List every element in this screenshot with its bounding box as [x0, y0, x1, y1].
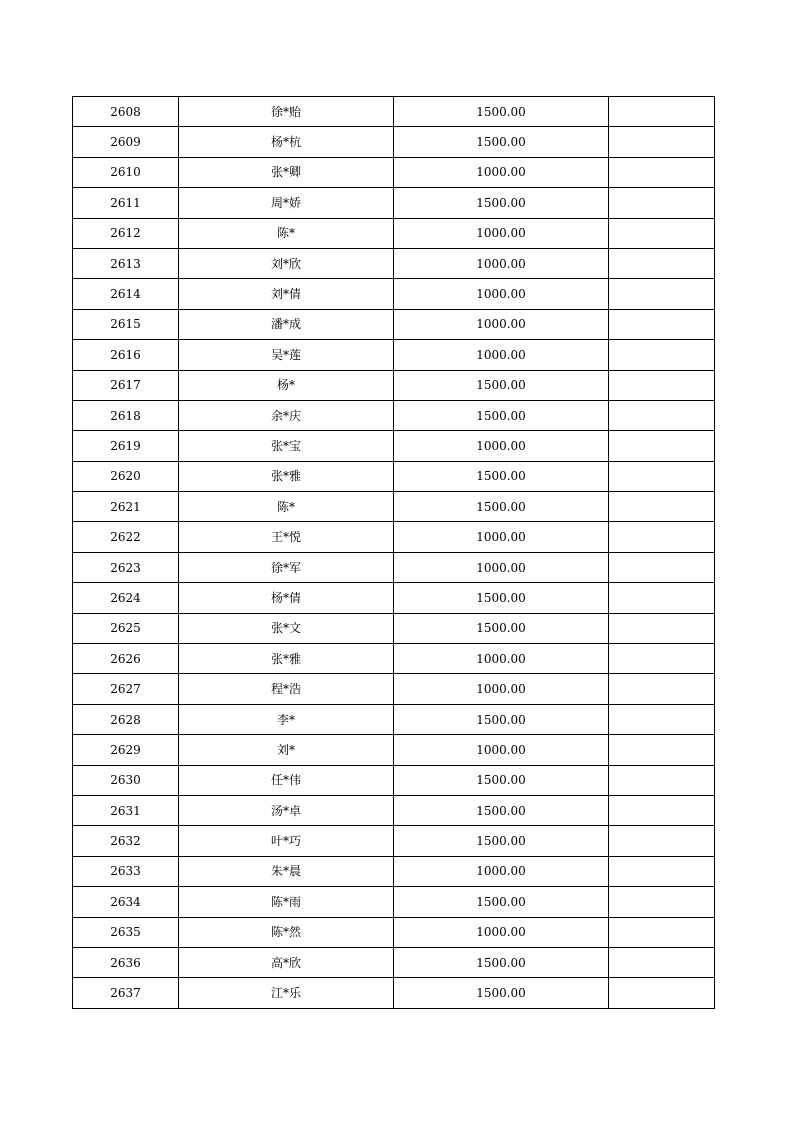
- remark-cell: [609, 644, 715, 674]
- name-cell: 陈*: [179, 218, 394, 248]
- remark-cell: [609, 795, 715, 825]
- remark-cell: [609, 218, 715, 248]
- name-cell: 任*伟: [179, 765, 394, 795]
- row-number-cell: 2611: [73, 188, 179, 218]
- table-body: [73, 97, 715, 1009]
- row-number-cell: 2609: [73, 127, 179, 157]
- name-cell: 余*庆: [179, 400, 394, 430]
- table-row: [73, 309, 715, 339]
- name-cell: 张*卿: [179, 157, 394, 187]
- name-cell: 潘*成: [179, 309, 394, 339]
- name-cell: 徐*军: [179, 552, 394, 582]
- name-cell: 李*: [179, 704, 394, 734]
- name-cell: 张*宝: [179, 431, 394, 461]
- remark-cell: [609, 583, 715, 613]
- remark-cell: [609, 735, 715, 765]
- table-row: [73, 856, 715, 886]
- table-row: [73, 674, 715, 704]
- table-row: [73, 431, 715, 461]
- remark-cell: [609, 826, 715, 856]
- remark-cell: [609, 492, 715, 522]
- name-cell: 周*娇: [179, 188, 394, 218]
- name-cell: 张*雅: [179, 644, 394, 674]
- remark-cell: [609, 704, 715, 734]
- row-number-cell: 2628: [73, 704, 179, 734]
- row-number-cell: 2622: [73, 522, 179, 552]
- remark-cell: [609, 188, 715, 218]
- remark-cell: [609, 431, 715, 461]
- row-number-cell: 2635: [73, 917, 179, 947]
- row-number-cell: 2625: [73, 613, 179, 643]
- table-row: [73, 978, 715, 1008]
- row-number-cell: 2615: [73, 309, 179, 339]
- amount-cell: 1000.00: [394, 856, 609, 886]
- table-row: [73, 400, 715, 430]
- name-cell: 刘*欣: [179, 248, 394, 278]
- table-row: [73, 279, 715, 309]
- row-number-cell: 2637: [73, 978, 179, 1008]
- remark-cell: [609, 279, 715, 309]
- table-row: [73, 188, 715, 218]
- name-cell: 杨*杭: [179, 127, 394, 157]
- name-cell: 杨*: [179, 370, 394, 400]
- table-row: [73, 613, 715, 643]
- table-row: [73, 887, 715, 917]
- amount-cell: 1000.00: [394, 522, 609, 552]
- table-row: [73, 248, 715, 278]
- name-cell: 杨*倩: [179, 583, 394, 613]
- row-number-cell: 2610: [73, 157, 179, 187]
- remark-cell: [609, 370, 715, 400]
- amount-cell: 1000.00: [394, 552, 609, 582]
- remark-cell: [609, 887, 715, 917]
- name-cell: 张*雅: [179, 461, 394, 491]
- name-cell: 王*悦: [179, 522, 394, 552]
- table-row: [73, 492, 715, 522]
- name-cell: 陈*然: [179, 917, 394, 947]
- name-cell: 朱*晨: [179, 856, 394, 886]
- row-number-cell: 2626: [73, 644, 179, 674]
- remark-cell: [609, 127, 715, 157]
- row-number-cell: 2636: [73, 947, 179, 977]
- table-row: [73, 552, 715, 582]
- name-cell: 刘*: [179, 735, 394, 765]
- amount-cell: 1500.00: [394, 978, 609, 1008]
- row-number-cell: 2617: [73, 370, 179, 400]
- amount-cell: 1000.00: [394, 279, 609, 309]
- remark-cell: [609, 461, 715, 491]
- amount-cell: 1500.00: [394, 97, 609, 127]
- name-cell: 吴*莲: [179, 340, 394, 370]
- table-row: [73, 522, 715, 552]
- row-number-cell: 2632: [73, 826, 179, 856]
- row-number-cell: 2633: [73, 856, 179, 886]
- remark-cell: [609, 674, 715, 704]
- amount-cell: 1500.00: [394, 461, 609, 491]
- amount-cell: 1500.00: [394, 127, 609, 157]
- remark-cell: [609, 613, 715, 643]
- name-cell: 叶*巧: [179, 826, 394, 856]
- row-number-cell: 2629: [73, 735, 179, 765]
- name-cell: 刘*倩: [179, 279, 394, 309]
- row-number-cell: 2614: [73, 279, 179, 309]
- remark-cell: [609, 856, 715, 886]
- table-row: [73, 157, 715, 187]
- row-number-cell: 2616: [73, 340, 179, 370]
- table-row: [73, 583, 715, 613]
- amount-cell: 1500.00: [394, 765, 609, 795]
- amount-cell: 1500.00: [394, 370, 609, 400]
- row-number-cell: 2613: [73, 248, 179, 278]
- amount-cell: 1000.00: [394, 431, 609, 461]
- data-table: [72, 96, 715, 1009]
- amount-cell: 1000.00: [394, 644, 609, 674]
- row-number-cell: 2620: [73, 461, 179, 491]
- amount-cell: 1000.00: [394, 309, 609, 339]
- amount-cell: 1000.00: [394, 218, 609, 248]
- table-row: [73, 795, 715, 825]
- row-number-cell: 2624: [73, 583, 179, 613]
- table-row: [73, 97, 715, 127]
- amount-cell: 1000.00: [394, 340, 609, 370]
- remark-cell: [609, 340, 715, 370]
- remark-cell: [609, 947, 715, 977]
- remark-cell: [609, 400, 715, 430]
- amount-cell: 1000.00: [394, 248, 609, 278]
- table-row: [73, 340, 715, 370]
- name-cell: 程*浩: [179, 674, 394, 704]
- row-number-cell: 2623: [73, 552, 179, 582]
- amount-cell: 1500.00: [394, 826, 609, 856]
- amount-cell: 1500.00: [394, 583, 609, 613]
- remark-cell: [609, 309, 715, 339]
- amount-cell: 1500.00: [394, 887, 609, 917]
- amount-cell: 1500.00: [394, 947, 609, 977]
- remark-cell: [609, 765, 715, 795]
- name-cell: 陈*: [179, 492, 394, 522]
- table-row: [73, 735, 715, 765]
- amount-cell: 1000.00: [394, 674, 609, 704]
- amount-cell: 1500.00: [394, 400, 609, 430]
- table-row: [73, 370, 715, 400]
- row-number-cell: 2627: [73, 674, 179, 704]
- row-number-cell: 2619: [73, 431, 179, 461]
- table-row: [73, 947, 715, 977]
- table-row: [73, 826, 715, 856]
- table-row: [73, 461, 715, 491]
- amount-cell: 1000.00: [394, 917, 609, 947]
- amount-cell: 1500.00: [394, 188, 609, 218]
- row-number-cell: 2618: [73, 400, 179, 430]
- name-cell: 高*欣: [179, 947, 394, 977]
- table-row: [73, 218, 715, 248]
- row-number-cell: 2634: [73, 887, 179, 917]
- remark-cell: [609, 97, 715, 127]
- remark-cell: [609, 157, 715, 187]
- table-row: [73, 127, 715, 157]
- remark-cell: [609, 248, 715, 278]
- table-row: [73, 917, 715, 947]
- row-number-cell: 2612: [73, 218, 179, 248]
- table-row: [73, 704, 715, 734]
- amount-cell: 1000.00: [394, 157, 609, 187]
- table-row: [73, 644, 715, 674]
- remark-cell: [609, 552, 715, 582]
- table-row: [73, 765, 715, 795]
- name-cell: 张*文: [179, 613, 394, 643]
- row-number-cell: 2621: [73, 492, 179, 522]
- remark-cell: [609, 522, 715, 552]
- amount-cell: 1000.00: [394, 735, 609, 765]
- amount-cell: 1500.00: [394, 704, 609, 734]
- remark-cell: [609, 978, 715, 1008]
- remark-cell: [609, 917, 715, 947]
- name-cell: 徐*贻: [179, 97, 394, 127]
- name-cell: 陈*雨: [179, 887, 394, 917]
- amount-cell: 1500.00: [394, 795, 609, 825]
- amount-cell: 1500.00: [394, 613, 609, 643]
- row-number-cell: 2631: [73, 795, 179, 825]
- name-cell: 汤*卓: [179, 795, 394, 825]
- name-cell: 江*乐: [179, 978, 394, 1008]
- amount-cell: 1500.00: [394, 492, 609, 522]
- row-number-cell: 2630: [73, 765, 179, 795]
- row-number-cell: 2608: [73, 97, 179, 127]
